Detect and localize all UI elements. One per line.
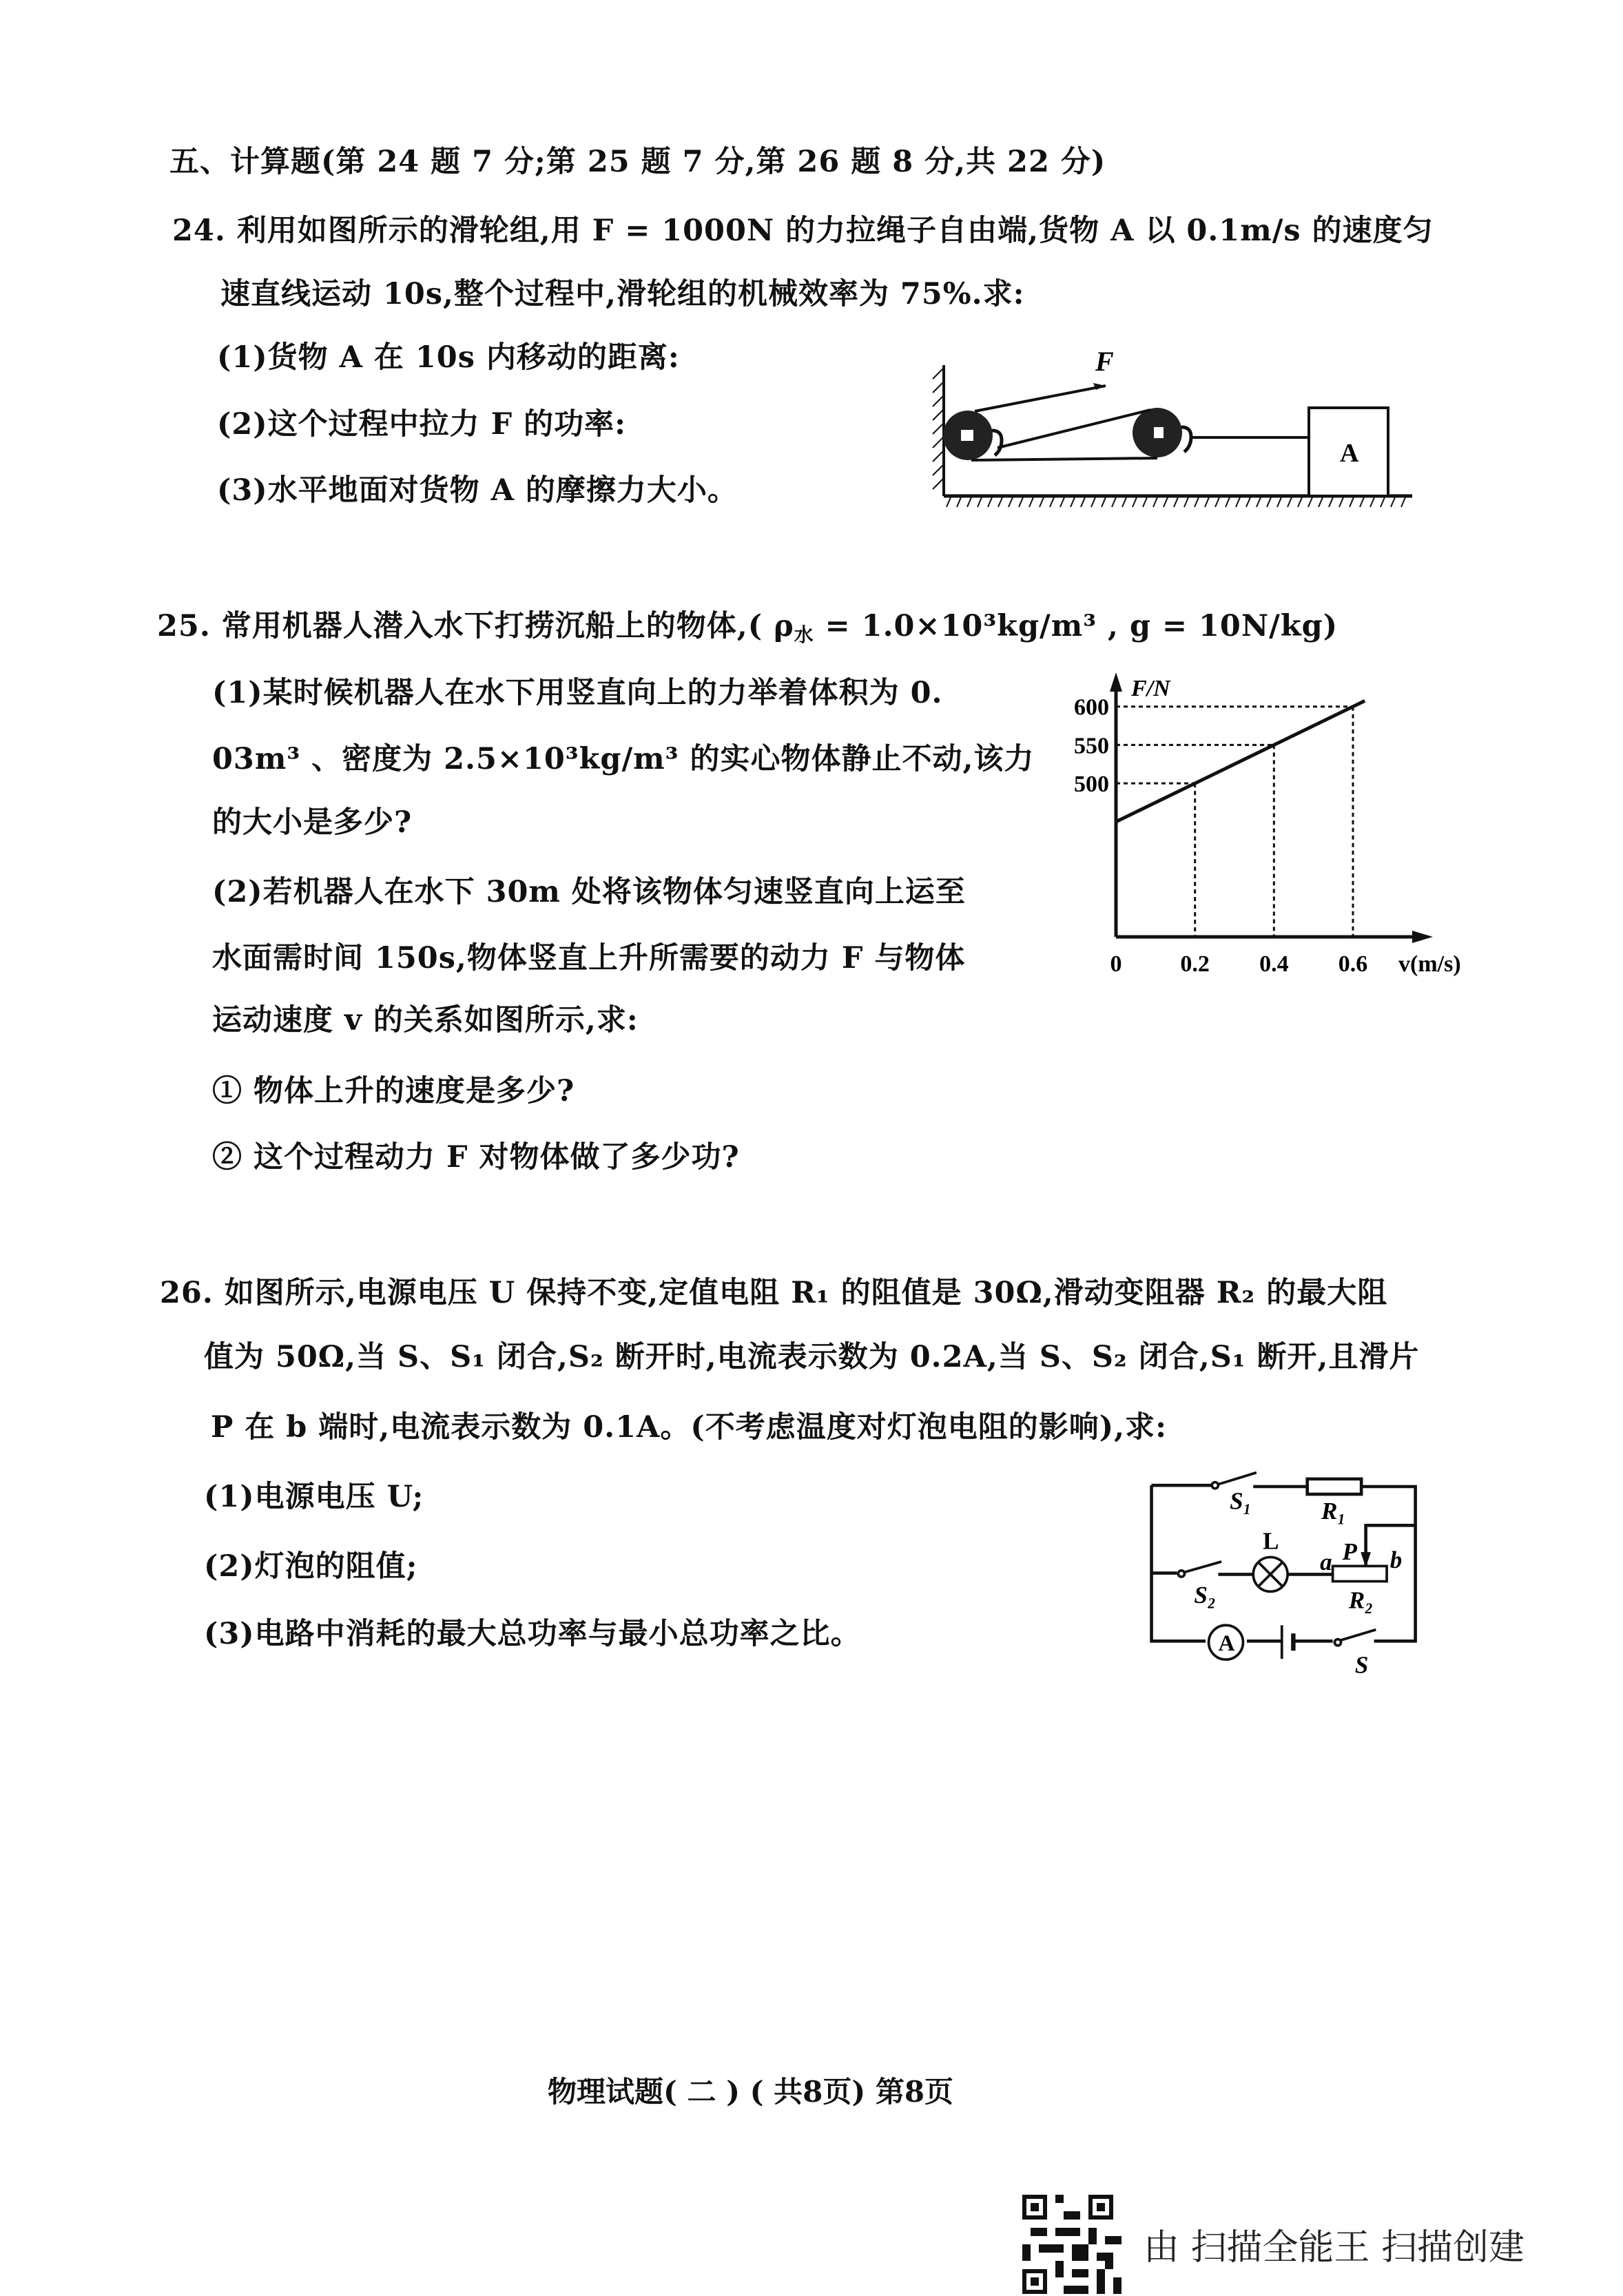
x-tick-label: 0.2 [1180,951,1210,977]
q25-line-6: 水面需时间 150s,物体竖直上升所需要的动力 F 与物体 [212,941,966,975]
q25-line-3: 03m³ 、密度为 2.5×10³kg/m³ 的实心物体静止不动,该力 [212,742,1035,776]
q24-sub-2: (2)这个过程中拉力 F 的功率: [217,407,626,442]
qr-code [1022,2195,1121,2294]
ammeter-label: A [1218,1631,1235,1657]
r2-label: R₂ [1348,1586,1374,1614]
q24-sub-1: (1)货物 A 在 10s 内移动的距离: [217,340,680,375]
q26-sub-2: (2)灯泡的阻值; [204,1549,418,1584]
battery-icon [1282,1625,1294,1659]
q24-sub-3: (3)水平地面对货物 A 的摩擦力大小。 [217,473,738,508]
rheostat-r2 [1333,1566,1387,1581]
x-axis-arrow [1412,931,1433,943]
q25-line-1-sub: 水 [794,623,814,646]
q25-line-1-b: = 1.0×10³kg/m³ , g = 10N/kg) [814,609,1338,643]
y-axis-arrow [1110,672,1122,692]
a-label: a [1320,1548,1332,1575]
q24-line-2: 速直线运动 10s,整个过程中,滑轮组的机械效率为 75%.求: [220,277,1025,311]
section-header: 五、计算题(第 24 题 7 分;第 25 题 7 分,第 26 题 8 分,共 22 分) [169,145,1106,179]
circuit-diagram [1123,1454,1454,1702]
q25-line-1 [157,609,1338,646]
x-tick-label: 0.4 [1259,951,1289,977]
wall [933,365,944,496]
q25-line-1-a: 25. 常用机器人潜入水下打捞沉船上的物体,( ρ [157,609,794,643]
p-label: P [1342,1538,1357,1566]
f-v-line [1116,701,1365,822]
lamp-label: L [1263,1527,1279,1555]
block-label: A [1340,439,1359,468]
q26-line-3: P 在 b 端时,电流表示数为 0.1A。(不考虑温度对灯泡电阻的影响),求: [211,1410,1167,1445]
y-tick-label: 550 [1074,733,1109,759]
page-footer: 物理试题( 二 ) ( 共8页) 第8页 [548,2075,954,2109]
q24-line-1: 24. 利用如图所示的滑轮组,用 F = 1000N 的力拉绳子自由端,货物 A 以 0.1m/s 的速度匀 [172,214,1434,248]
q25-line-7: 运动速度 v 的关系如图所示,求: [212,1003,639,1037]
q25-line-8: ① 物体上升的速度是多少? [212,1074,575,1108]
q26-sub-3: (3)电路中消耗的最大总功率与最小总功率之比。 [204,1617,861,1651]
lamp-icon [1253,1557,1288,1591]
s-label: S [1354,1651,1369,1679]
q25-line-4: 的大小是多少? [212,805,413,840]
q25-line-2: (1)某时候机器人在水下用竖直向上的力举着体积为 0. [212,676,943,710]
q25-line-9: ② 这个过程动力 F 对物体做了多少功? [212,1140,740,1175]
ground [944,496,1412,507]
x-tick-label: 0.6 [1338,951,1368,977]
s2-label: S₂ [1194,1581,1217,1609]
y-tick-label: 500 [1074,772,1109,798]
b-label: b [1389,1547,1403,1574]
movable-pulley [1133,408,1191,457]
r1-label: R₁ [1321,1498,1346,1525]
s1-label: S₁ [1230,1487,1252,1515]
y-axis-label: F/N [1131,676,1170,701]
x-tick-label: 0 [1110,951,1122,977]
q26-sub-1: (1)电源电压 U; [204,1480,424,1514]
q25-line-5: (2)若机器人在水下 30m 处将该物体匀速竖直向上运至 [212,875,966,909]
fixed-pulley [943,411,1002,460]
force-velocity-graph [1047,668,1461,977]
resistor-r1 [1307,1479,1361,1494]
camscanner-watermark: 由 扫描全能王 扫描创建 [1144,2227,1525,2268]
q26-line-1: 26. 如图所示,电源电压 U 保持不变,定值电阻 R₁ 的阻值是 30Ω,滑动变阻器 R₂ 的最大阻 [160,1276,1388,1310]
x-axis-label: v(m/s) [1398,951,1461,977]
force-label: F [1095,346,1114,377]
q26-line-2: 值为 50Ω,当 S、S₁ 闭合,S₂ 断开时,电流表示数为 0.2A,当 S、S₂ 闭合,S₁ 断开,且滑片 [204,1340,1420,1374]
y-tick-label: 600 [1074,694,1109,721]
pulley-figure [930,346,1426,517]
